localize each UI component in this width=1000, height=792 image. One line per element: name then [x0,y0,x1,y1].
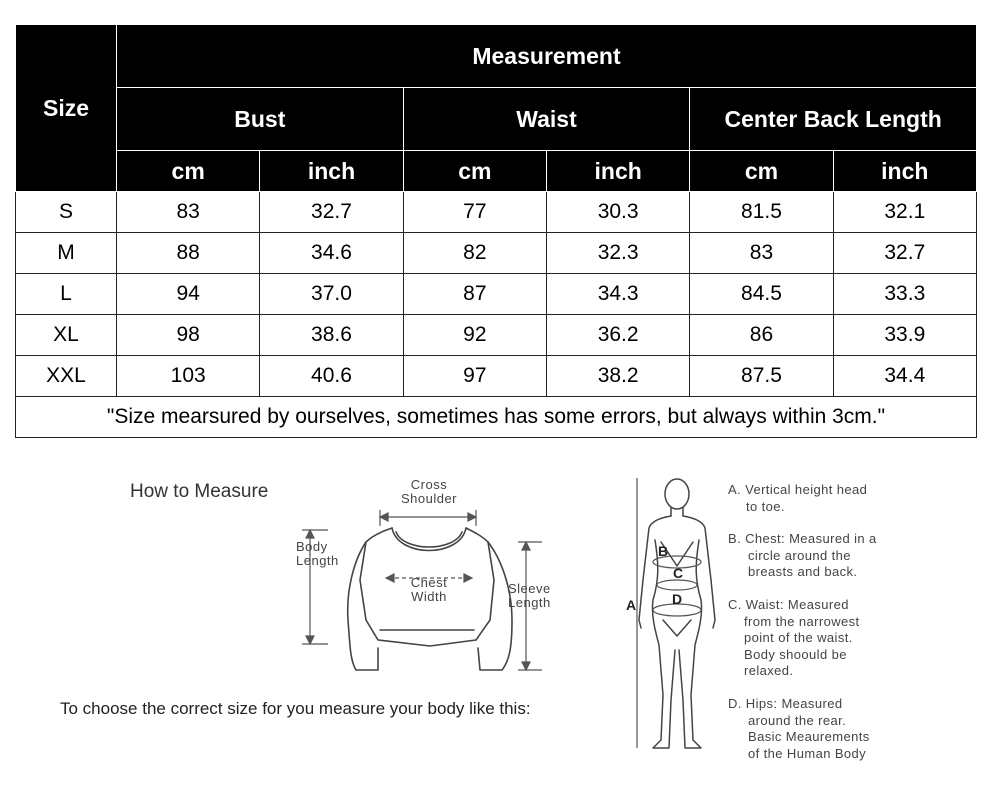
unit-header: inch [833,151,976,192]
value-cell: 38.6 [260,315,403,356]
legend-line: Basic Meaurements [748,729,870,744]
label-line: Width [411,589,447,604]
marker-d: D [672,591,683,607]
value-cell: 37.0 [260,274,403,315]
unit-header: inch [260,151,403,192]
value-cell: 92 [403,315,546,356]
size-chart-table [15,24,977,438]
table-row [16,192,977,233]
unit-header: cm [403,151,546,192]
how-to-measure-title: How to Measure [130,481,269,502]
human-body-diagram [615,470,725,760]
value-cell: 83 [690,233,833,274]
value-cell: 34.4 [833,356,976,397]
legend-line: D. Hips: Measured [728,696,843,711]
value-cell: 87 [403,274,546,315]
legend-d [728,696,870,762]
value-cell: 32.7 [833,233,976,274]
size-cell: M [16,233,117,274]
value-cell: 30.3 [546,192,689,233]
legend-line: circle around the [748,547,851,563]
unit-header: inch [546,151,689,192]
legend-line: point of the waist. [744,630,853,645]
value-cell: 88 [117,233,260,274]
legend-a [728,482,867,515]
size-cell: XL [16,315,117,356]
value-cell: 83 [117,192,260,233]
value-cell: 36.2 [546,315,689,356]
legend-line: relaxed. [744,663,794,678]
body-length-label [296,540,339,568]
legend-line: A. Vertical height head [728,482,868,497]
value-cell: 98 [117,315,260,356]
value-cell: 97 [403,356,546,397]
size-cell: L [16,274,117,315]
value-cell: 103 [117,356,260,397]
legend-line: breasts and back. [748,564,858,579]
size-header: Size [16,25,117,192]
value-cell: 34.6 [260,233,403,274]
label-line: Chest [410,575,448,590]
choose-size-instruction: To choose the correct size for you measure your body like this: [60,699,531,718]
unit-header: cm [117,151,260,192]
value-cell: 32.7 [260,192,403,233]
legend-b [728,531,877,581]
value-cell: 82 [403,233,546,274]
legend-line: C. Waist: Measured [728,597,849,612]
value-cell: 86 [690,315,833,356]
label-line: Body [296,539,328,554]
label-line: Length [296,553,339,568]
bust-header: Bust [117,88,404,151]
label-line: Shoulder [400,491,458,506]
table-row [16,356,977,397]
value-cell: 33.9 [833,315,976,356]
chest-width-label [402,576,456,604]
legend-c [728,597,860,680]
marker-a: A [626,597,637,613]
table-row [16,315,977,356]
sleeve-length-label [508,582,551,610]
value-cell: 94 [117,274,260,315]
marker-c: C [673,565,684,581]
value-cell: 32.1 [833,192,976,233]
value-cell: 87.5 [690,356,833,397]
marker-b: B [658,543,669,559]
legend-line: Body shoould be [744,646,847,662]
legend-line: around the rear. [748,712,847,728]
value-cell: 77 [403,192,546,233]
value-cell: 84.5 [690,274,833,315]
value-cell: 81.5 [690,192,833,233]
center-back-length-header: Center Back Length [690,88,977,151]
size-cell: XXL [16,356,117,397]
waist-header: Waist [403,88,690,151]
value-cell: 33.3 [833,274,976,315]
value-cell: 40.6 [260,356,403,397]
table-row [16,274,977,315]
value-cell: 32.3 [546,233,689,274]
label-line: Sleeve [508,581,551,596]
measure-guide [0,460,1000,792]
cross-shoulder-label [396,478,462,506]
value-cell: 38.2 [546,356,689,397]
value-cell: 34.3 [546,274,689,315]
table-row [16,233,977,274]
measurement-note: "Size mearsured by ourselves, sometimes has some errors, but always within 3cm." [16,397,977,438]
label-line: Cross [410,477,448,492]
legend-line: of the Human Body [748,745,867,761]
label-line: Length [508,595,551,610]
size-cell: S [16,192,117,233]
legend-line: B. Chest: Measured in a [728,531,877,546]
legend-line: to toe. [746,498,785,514]
measurement-header: Measurement [117,25,977,88]
legend-line: from the narrowest [744,613,860,629]
unit-header: cm [690,151,833,192]
